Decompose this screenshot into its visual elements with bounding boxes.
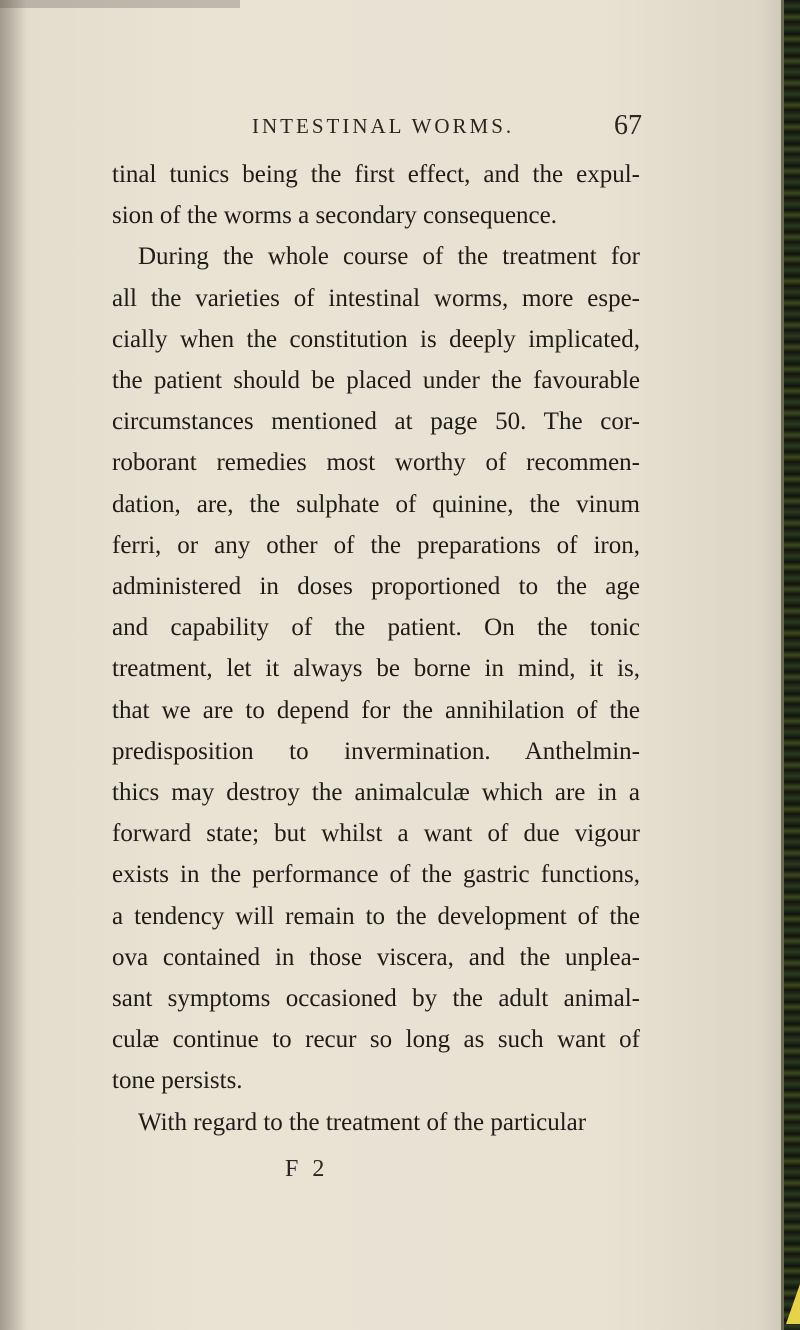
page-header	[0, 110, 780, 150]
text-line: administered in doses proportioned to the age	[112, 573, 640, 601]
text-line: predisposition to invermination. Anthelmin-	[112, 737, 640, 765]
text-line: ova contained in those viscera, and the unplea-	[112, 943, 640, 971]
text-line: tinal tunics being the first effect, and the expul-	[112, 161, 640, 188]
text-line: the patient should be placed under the favourable	[112, 367, 640, 395]
text-line: With regard to the treatment of the particular	[138, 1108, 587, 1136]
running-head: INTESTINAL WORMS.	[252, 114, 515, 138]
text-line: that we are to depend for the annihilation of the	[112, 696, 640, 724]
text-line: sant symptoms occasioned by the adult animal-	[112, 985, 640, 1013]
text-line: ferri, or any other of the preparations of iron,	[112, 531, 640, 559]
gutter-shadow	[0, 0, 26, 1330]
text-line: exists in the performance of the gastric functions,	[112, 861, 640, 889]
text-line: thics may destroy the animalculæ which are in a	[112, 779, 640, 807]
signature-mark: F 2	[285, 1156, 329, 1182]
text-line: a tendency will remain to the development of the	[112, 902, 640, 930]
text-line: dation, are, the sulphate of quinine, the vinum	[112, 490, 640, 518]
text-line: culæ continue to recur so long as such want of	[112, 1026, 640, 1054]
text-line: and capability of the patient. On the tonic	[112, 614, 640, 642]
text-line: sion of the worms a secondary consequence.	[112, 202, 557, 230]
text-line: circumstances mentioned at page 50. The cor-	[112, 408, 640, 436]
binding-strip	[784, 0, 800, 1330]
body-text	[112, 154, 640, 1143]
text-line: tone persists.	[112, 1067, 243, 1095]
text-line: all the varieties of intestinal worms, more espe-	[112, 284, 640, 312]
page-number: 67	[614, 110, 642, 141]
text-line: cially when the constitution is deeply implicated,	[112, 325, 640, 353]
page-edge-smudge	[0, 0, 240, 8]
text-line: roborant remedies most worthy of recommen-	[112, 449, 640, 477]
text-line: forward state; but whilst a want of due vigour	[112, 820, 640, 848]
text-line: During the whole course of the treatment for	[138, 243, 640, 271]
text-line: treatment, let it always be borne in mind, it is,	[112, 655, 640, 683]
binding-mark	[786, 1284, 800, 1324]
